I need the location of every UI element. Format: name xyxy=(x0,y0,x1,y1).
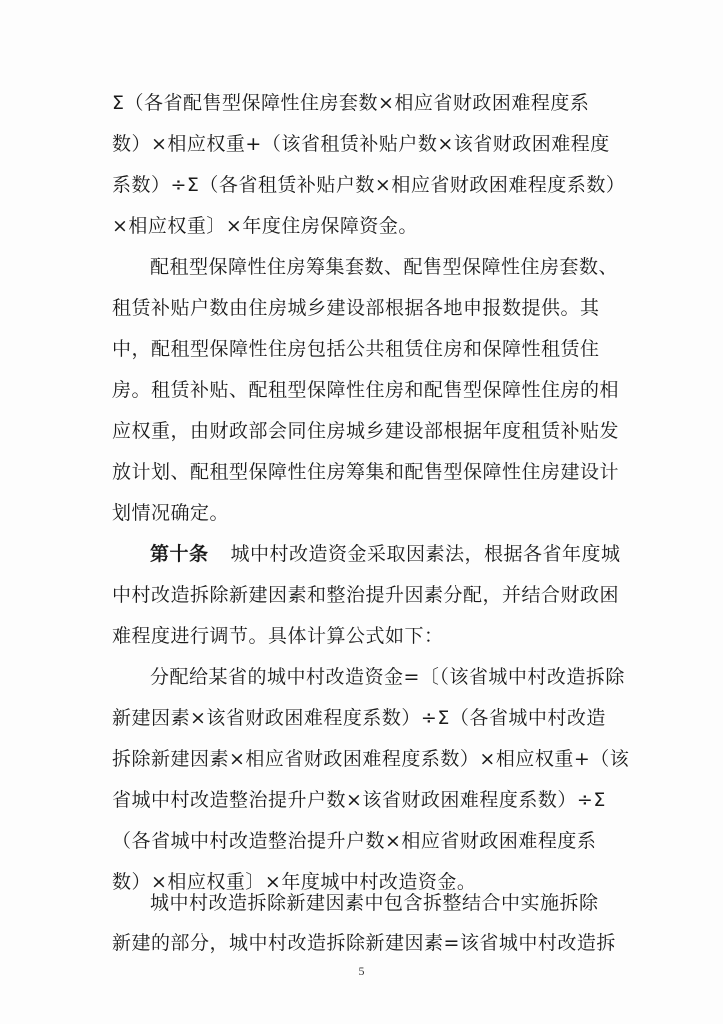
text-line: （各省城中村改造整治提升户数×相应省财政困难程度系 xyxy=(112,830,597,852)
text-line: Σ（各省配售型保障性住房套数×相应省财政困难程度系 xyxy=(112,92,590,114)
text-line: 房。租赁补贴、配租型保障性住房和配售型保障性住房的相 xyxy=(112,379,620,401)
text-line: 系数）÷Σ（各省租赁补贴户数×相应省财政困难程度系数） xyxy=(112,174,626,196)
text-line: 租赁补贴户数由住房城乡建设部根据各地申报数提供。其 xyxy=(112,297,600,319)
text-line: 应权重，由财政部会同住房城乡建设部根据年度租赁补贴发 xyxy=(112,420,620,442)
text-line: 难程度进行调节。具体计算公式如下： xyxy=(112,625,444,647)
article-text: 城中村改造资金采取因素法，根据各省年度城 xyxy=(230,543,621,565)
text-line: 放计划、配租型保障性住房筹集和配售型保障性住房建设计 xyxy=(112,461,620,483)
text-line: 省城中村改造整治提升户数×该省财政困难程度系数）÷Σ xyxy=(112,789,606,811)
text-line: 新建因素×该省财政困难程度系数）÷Σ（各省城中村改造 xyxy=(112,707,606,729)
text-line: 城中村改造拆除新建因素中包含拆整结合中实施拆除 xyxy=(150,892,599,914)
text-line: ×相应权重〕×年度住房保障资金。 xyxy=(112,215,418,237)
text-line: 分配给某省的城中村改造资金=〔（该省城中村改造拆除 xyxy=(150,666,625,688)
text-line: 中，配租型保障性住房包括公共租赁住房和保障性租赁住 xyxy=(112,338,600,360)
text-line: 配租型保障性住房筹集套数、配售型保障性住房套数、 xyxy=(150,256,619,278)
text-line: 新建的部分，城中村改造拆除新建因素=该省城中村改造拆 xyxy=(112,932,616,954)
text-line: 数）×相应权重+（该省租赁补贴户数×该省财政困难程度 xyxy=(112,133,610,155)
text-line xyxy=(0,541,723,567)
article-label: 第十条 xyxy=(150,543,209,565)
text-line: 划情况确定。 xyxy=(112,502,230,524)
page-number: 5 xyxy=(358,964,365,978)
text-line: 拆除新建因素×相应省财政困难程度系数）×相应权重+（该 xyxy=(112,748,630,770)
text-line: 中村改造拆除新建因素和整治提升因素分配，并结合财政困 xyxy=(112,584,620,606)
text-line: 数）×相应权重〕×年度城中村改造资金。 xyxy=(112,871,477,893)
